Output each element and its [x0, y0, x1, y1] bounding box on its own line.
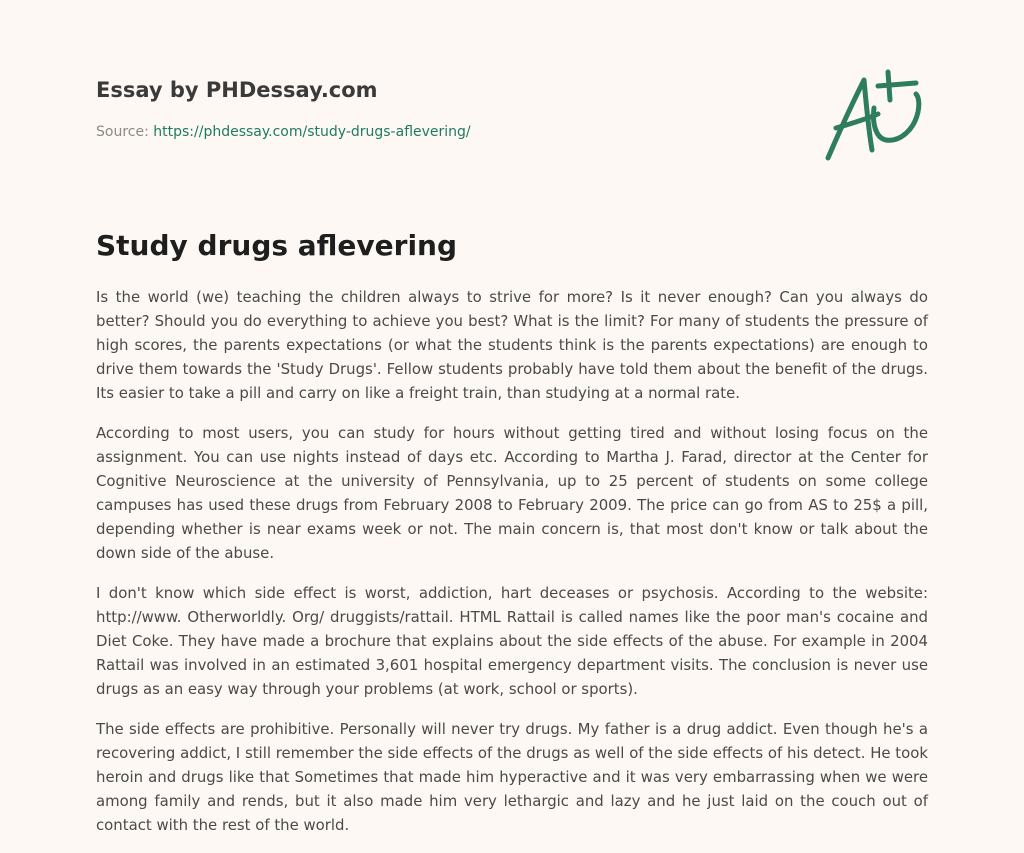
- essay-paragraph: The side effects are prohibitive. Personally will never try drugs. My father is a drug addict. Even though he's a recovering addict, I still remember the side effects of the drugs as well of the side effects of his detect. He took heroin and drugs like that Sometimes that made him hyperactive and it was very embarrassing when we were among family and rends, but it also made him very lethargic and lazy and he just laid on the couch out of contact with the rest of the world.: [96, 720, 928, 834]
- essay-body: [96, 285, 928, 853]
- source-line: [96, 122, 796, 142]
- site-title: Essay by PHDessay.com: [96, 78, 378, 102]
- a-plus-grade-icon: [822, 68, 926, 164]
- source-link[interactable]: https://phdessay.com/study-drugs-aflevering/: [153, 124, 471, 140]
- essay-paragraph: I don't know which side effect is worst, addiction, hart deceases or psychosis. According to the website: http://www. Otherworldly. Org/ druggists/rattail. HTML Rattail is called names like the poor man's cocaine and Diet Coke. They have made a brochure that explains about the side effects of the abuse. For example in 2004 Rattail was involved in an estimated 3,601 hospital emergency department visits. The conclusion is never use drugs as an easy way through your problems (at work, school or sports).: [96, 584, 928, 698]
- page-header: [96, 76, 796, 142]
- essay-title: Study drugs aflevering: [96, 229, 458, 262]
- source-label: Source:: [96, 124, 149, 140]
- essay-paragraph: Is the world (we) teaching the children always to strive for more? Is it never enough? Can you always do better? Should you do everything to achieve you best? What is the limit? For many of students the pressure of high scores, the parents expectations (or what the students think is the parents expectations) are enough to drive them towards the 'Study Drugs'. Fellow students probably have told them about the benefit of the drugs. Its easier to take a pill and carry on like a freight train, than studying at a normal rate.: [96, 288, 928, 402]
- essay-paragraph: According to most users, you can study for hours without getting tired and without losing focus on the assignment. You can use nights instead of days etc. According to Martha J. Farad, director at the Center for Cognitive Neuroscience at the university of Pennsylvania, up to 25 percent of students on some college campuses has used these drugs from February 2008 to February 2009. The price can go from AS to 25$ a pill, depending whether is near exams week or not. The main concern is, that most don't know or talk about the down side of the abuse.: [96, 424, 928, 562]
